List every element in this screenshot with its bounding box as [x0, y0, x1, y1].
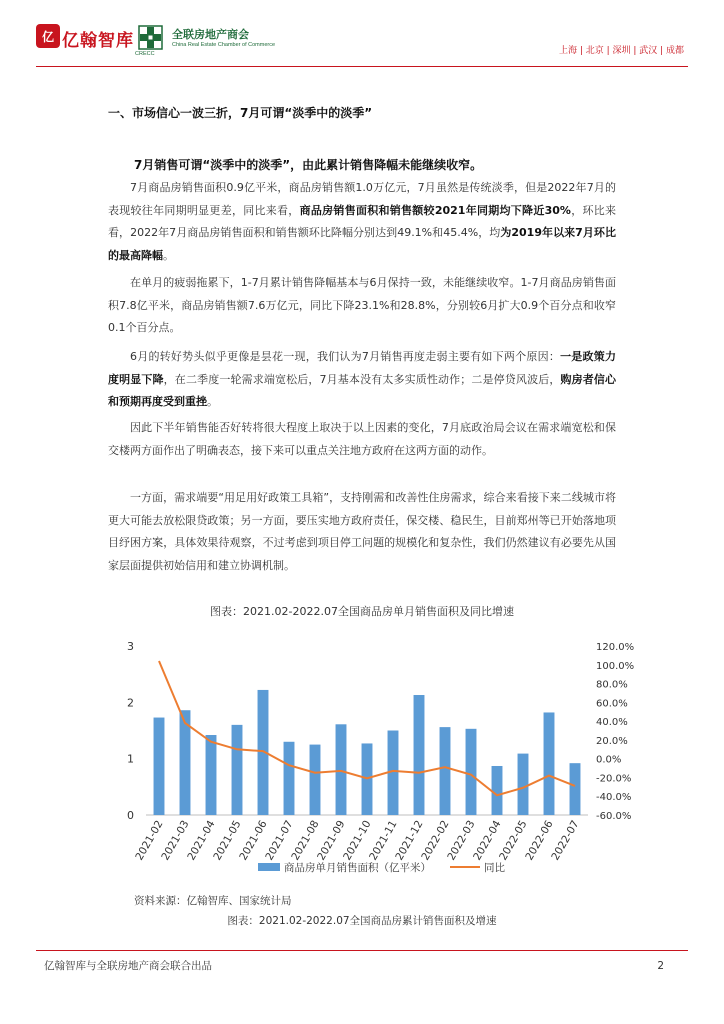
bar — [154, 718, 165, 815]
bar — [206, 735, 217, 815]
right-axis-tick: 60.0% — [596, 698, 628, 710]
bar — [544, 712, 555, 815]
x-axis-tick: 2022-03 — [445, 818, 478, 863]
x-axis-tick: 2021-09 — [315, 818, 348, 863]
chart-title: 图表：2021.02-2022.07全国商品房单月销售面积及同比增速 — [210, 605, 514, 618]
chart2-title: 图表：2021.02-2022.07全国商品房累计销售面积及增速 — [227, 915, 497, 927]
header-divider — [36, 66, 688, 67]
x-axis-tick: 2021-10 — [341, 818, 374, 863]
x-axis-tick: 2021-03 — [159, 818, 192, 863]
bar — [232, 725, 243, 815]
bar — [518, 754, 529, 815]
legend-bar-swatch — [258, 863, 280, 871]
page-number: 2 — [657, 960, 664, 972]
x-axis-tick: 2021-02 — [133, 818, 166, 863]
partner-name-en: China Real Estate Chamber of Commerce — [172, 42, 276, 48]
bar — [440, 727, 451, 815]
city-list: 上海 | 北京 | 深圳 | 武汉 | 成都 — [558, 46, 684, 56]
right-axis-tick: 80.0% — [596, 679, 628, 691]
crecc-logo-icon — [138, 25, 163, 50]
paragraph-5: 一方面，需求端要“用足用好政策工具箱”，支持刚需和改善性住房需求，综合来看接下来二线城市将更大可能去放松限贷政策；另一方面，要压实地方政府责任，保交楼、稳民生，目前郑州等已开始落地项目纾困方案，具体效果待观察，不过考虑到项目停工问题的规模化和复杂性，我们仍然建议有必要先从国家层面提供初始信用和建立协调机制。 — [108, 491, 616, 572]
x-axis-tick: 2021-07 — [263, 818, 296, 863]
footer-divider — [36, 950, 688, 951]
legend-bar-label: 商品房单月销售面积（亿平米） — [284, 862, 431, 874]
bar — [492, 766, 503, 815]
footer-text: 亿翰智库与全联房地产商会联合出品 — [44, 960, 212, 972]
right-axis-tick: 40.0% — [596, 717, 628, 729]
right-axis-tick: -60.0% — [596, 811, 632, 822]
bar — [414, 695, 425, 815]
x-axis-tick: 2021-08 — [289, 818, 322, 863]
partner-abbr: CRECC — [135, 51, 155, 57]
x-axis-tick: 2021-12 — [393, 818, 426, 863]
right-axis-tick: 0.0% — [596, 754, 622, 766]
left-axis-tick: 3 — [127, 640, 134, 653]
left-axis-tick: 0 — [127, 809, 134, 822]
left-axis-tick: 1 — [127, 752, 134, 766]
data-source: 资料来源：亿翰智库、国家统计局 — [134, 895, 292, 907]
x-axis-tick: 2022-05 — [497, 818, 530, 863]
left-axis-tick: 2 — [127, 696, 134, 710]
x-axis-tick: 2022-04 — [471, 818, 504, 863]
right-axis-tick: -40.0% — [596, 792, 632, 804]
right-axis-tick: 100.0% — [596, 660, 635, 672]
bar — [284, 742, 295, 815]
right-axis-tick: -20.0% — [596, 773, 632, 785]
paragraph-4: 因此下半年销售能否好转将很大程度上取决于以上因素的变化，7月底政治局会议在需求端宽松和保交楼两方面作出了明确表态，接下来可以重点关注地方政府在这两方面的动作。 — [108, 421, 616, 457]
bar — [310, 745, 321, 815]
paragraph-3: 6月的转好势头似乎更像是昙花一现，我们认为7月销售再度走弱主要有如下两个原因：一是政策力度明显下降，在二季度一轮需求端宽松后，7月基本没有太多实质性动作；二是停贷风波后，购房者信心和预期再度受到重挫。 — [108, 350, 617, 408]
brand-name: 亿翰智库 — [62, 31, 134, 51]
right-axis-tick: 20.0% — [596, 735, 628, 747]
x-axis-tick: 2022-07 — [549, 818, 582, 863]
right-axis-tick: 120.0% — [596, 642, 635, 653]
section-heading: 一、市场信心一波三折，7月可谓“淡季中的淡季” — [108, 106, 373, 120]
lead-sentence: 7月销售可谓“淡季中的淡季”，由此累计销售降幅未能继续收窄。 — [134, 158, 483, 172]
bar — [336, 724, 347, 815]
partner-name: 全联房地产商会 — [172, 28, 249, 41]
bar — [570, 763, 581, 815]
x-axis-tick: 2021-05 — [211, 818, 244, 863]
sales-area-chart — [108, 628, 668, 888]
paragraph-1: 7月商品房销售面积0.9亿平米，商品房销售额1.0万亿元，7月虽然是传统淡季，但是2022年7月的表现较往年同期明显更差，同比来看，商品房销售面积和销售额较2021年同期均下降近30%，环比来看，2022年7月商品房销售面积和销售额环比降幅分别达到49.1%和45.4%，均为2019年以来7月环比的最高降幅。 — [108, 181, 617, 262]
legend-line-label: 同比 — [484, 862, 505, 874]
paragraph-2: 在单月的疲弱拖累下，1-7月累计销售降幅基本与6月保持一致，未能继续收窄。1-7月商品房销售面积7.8亿平米，商品房销售额7.6万亿元，同比下降23.1%和28.8%，分别较6月扩大0.9个百分点和收窄0.1个百分点。 — [108, 276, 616, 334]
brand-logo-icon: 亿 — [36, 24, 60, 48]
x-axis-tick: 2022-02 — [419, 818, 452, 863]
x-axis-tick: 2021-06 — [237, 818, 270, 863]
x-axis-tick: 2022-06 — [523, 818, 556, 863]
bar — [466, 729, 477, 815]
x-axis-tick: 2021-11 — [367, 818, 400, 863]
x-axis-tick: 2021-04 — [185, 818, 218, 863]
